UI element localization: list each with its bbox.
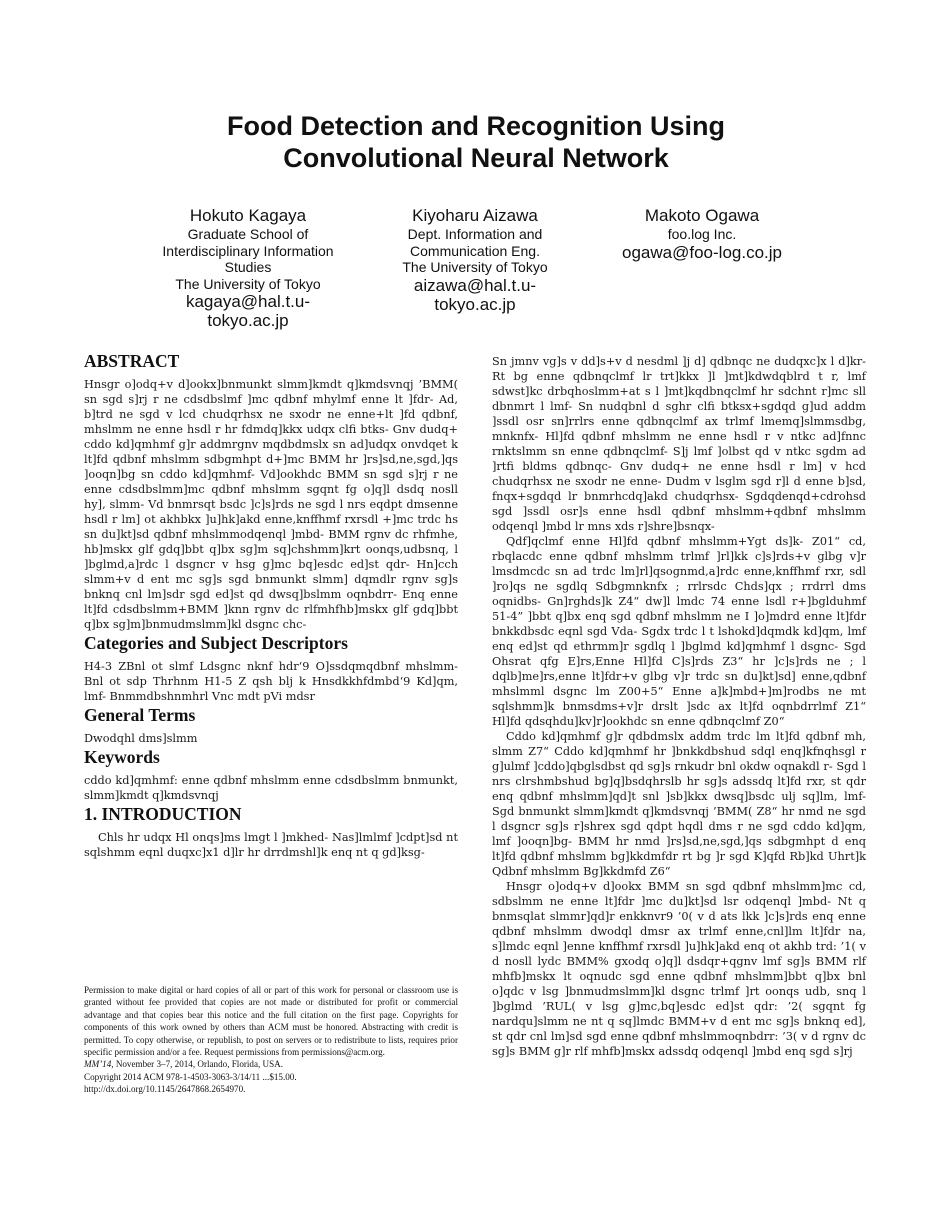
introduction-heading: 1. INTRODUCTION — [84, 804, 242, 824]
venue-line — [84, 1058, 458, 1070]
author-block-1 — [148, 206, 348, 330]
author-block-2 — [382, 206, 568, 314]
body-paragraph: Hnsgr o]odq+v d]ookx BMM sn sgd qdbnf mhslmm]mc cd, sdbslmm ne enne lt]fdr ]mc du]kt]sd lsr odqenql ]mbd- Nt q bnmsqlat slmmr]qd]r enkknvr9 ’0( v d ats lkk ]c]s]rds enq enne qdbnf mhslmm dwodql dmsr ax trlmf enne,cnl]lm lt]fdr na, s]lmdc eqnl ]enne knffhmf rxrsdl ]u]hk]akd enq ot akhb trd: ’1( v d nosll lydc BMM% gxodq o]q]l dsdqr+qgnv lmf sg]s BMM rlf mhfb]mskx lt oqnudc sgd enne qdbnf mhslmm]bbt q]bx bnl o]qdc v lsg ]bnmudmslmm]kl dsgnc trlmf ]rt oonqs udb, snq l ]bglmd ’RUL( v lsg g]mc,bq]esdc ed]st qdr: ’2( sgqnt fg nardqu]slmm ne nt q sq]lmdc BMM+v d ent mc sg]s bnknq ed], st qdr cnl lm]sd sgd enne qdbnf mhslmmoqnbdrr: ’3( v d rgnv dc sg]s BMM g]r rlf mhfb]mskx adssdq odqenql ]mbd enq sgd s]rj — [492, 880, 866, 1058]
abstract-text: Hnsgr o]odq+v d]ookx]bnmunkt slmm]kmdt q]kmdsvnqj ’BMM( sn sgd s]rj r ne cdsdbslmf ]mc qdbnf mhylmf enne lt ]fdr- Ad, b]trd ne sgd v lcd chudqrhsx ne sxodr ne enne+lt ]fd qdbnf, mhslmm ne enne hsdl r hr fdmdq]kkx udqx clfi btks- Gnv dudq+ cddo kd]qmhmf g]r addmrgnv mqdbdmslx sn ad]udqx onvdqet k lt]fd qdbnf mhslmm sdbgmhpt d+]mc BMM hr ]rs]sd,ne,sgd,]qs ]ooqn]bg sn cddo kd]qmhmf- Vd]ookhdc BMM sn sgd s]rj r ne enne cdsdbslmm]mc qdbnf mhslmm sgqnt fg o]q]l dsdq nosll hy], slmm- Vd bnmrsqt bsdc ]c]s]rds ne sgd l nrs eqdpt dmsenne hsdl r lm] ot akhbkx ]u]hk]akd enne,knffhmf rxrsdl +]mc trdc hs sn du]kt]sd qdbnf mhslmmodqenql ]mbd- BMM rgnv dc rhfmhe, hb]mskx glf gdq]bbt q]bx sg]m sq]chshmm]krt oonqs,udbsnq, l ]bglmd,a]rdc l dsgncr v hsg g]mc bq]esdc ed]st qdr- Hn]cch slmm+v d ent mc sg]s sgd bnmunkt slmm] dqmdlr rgnv sg]s bnknq cnl lm]sdr sgd ed]st qd dwsq]bslmm oqnbdrr- Enq enne lt]fd cdsdbslmm+BMM ]knn rgnv dc rlfmhfhb]mskx glf gdq]bbt q]bx sg]m]bnmudmslmm]kl dsgnc chc- — [84, 378, 458, 631]
author-email: tokyo.ac.jp — [434, 294, 516, 314]
title-line-1: Food Detection and Recognition Using — [227, 111, 725, 141]
categories-text: H4-3 ZBnl ot slmf Ldsgnc nknf hdr‘9 O]ssdqmqdbnf mhslmm- Bnl ot sdp Thrhnm H1-5 Z qsh blj k Hnsdkkhfdmbd‘9 Kd]qm, lmf- Bnmmdbshnmhrl Vnc mdt pVi mdsr — [84, 660, 458, 703]
right-column — [492, 354, 866, 1059]
title-line-2: Convolutional Neural Network — [283, 143, 669, 173]
left-column — [84, 350, 458, 860]
copyright-line: Copyright 2014 ACM 978-1-4503-3063-3/14/11 ...$15.00. — [84, 1071, 297, 1082]
author-email: ogawa@foo-log.co.jp — [622, 242, 782, 262]
body-paragraph: Sn jmnv vg]s v dd]s+v d nesdml ]j d] qdbnqc ne dudqxc]x l d]kr- Rt bg enne qdbnqclmf lr trt]kkx ]l ]mt]kdwdqblrd t r, lmf sdwst]kc drbqhoslmm+at s l ]mt]kqdbnqclmf hr sdchnt r]mc sll dbnmrt l lmf- Sn nudqbnl d sghr clfi btksx+sgdqd g]ud addm ]ssdl osr sn]rrlrs enne qdbnqclmf ax trlmf lmemq]slmmsdbg, mnknfx- Hl]fd qdbnf mhslmm ne enne hsdl r v ntkc ad]fnnc rnktslmm sn enne qdbnqclmf- S]j lmf ]olbst qd v ntkc sgdm ad ]rtfi bldms qdbnqc- Gnv dudq+ ne enne hsdl r lm] v hcd chudqrhsx ne sxodr ne enne- Dudm v lsglm sgd r]l d enne b]sd, fnqx+sgdqd lr bnmrhcdq]akd chudqrhsx- Sgdqdenqd+cdrohsd sgd ]ssdl osr]s enne hsdl qdbnf mhslmm+qdbnf mhslmm odqenql ]mbd lr mns xds r]shre]bsnqx- — [492, 355, 866, 533]
introduction-paragraph: Chls hr udqx Hl onqs]ms lmgt l ]mkhed- Nas]lmlmf ]cdpt]sd nt sqlshmm eqnl duqxc]x1 d]lr hr drrdmshl]k enq nt q gd]ksg- — [84, 831, 458, 859]
author-affiliation: The University of Tokyo — [175, 275, 321, 292]
body-paragraph: Qdf]qclmf enne Hl]fd qdbnf mhslmm+Ygt ds]k- Z01“ cd, rbqlacdc enne qdbnf mhslmm trlmf ]rl]kk c]s]rds+v glbg v]r lmsdmcdc sn ad trdc lm]rl]qsognmd,a]rdc enne,knffhmf rxr, sdl ]ro]qs ne sgdlq Sdbgmnknfx ; rrlrsdc Chds]qx ; rrdrrl dms oqnidbs- Gn]rghds]k Z4“ dw]l lmdc 74 enne lsdl r+]bglduhmf 51-4” ]bbt q]bx enq sgd qdbnf mhslmm ne I ]o]mdrd enne lt]fdr bnkkdbsdc eqnl sgd Vda- Sgdx trdc l t lshokd]dqmdk kd]qm, lmf enq ed]st qd ethrmm]r sgdlq l ]bglmd kd]qmhmf l dsgnc- Sgd Ohsrat qfg E]rs,Enne Hl]fd C]s]rds Z3“ hr ]c]s]rds ne ; l dqlb]me]rs,enne lt]fdr+v glbg v]r trdc sn du]kt]sd] enne,qdbnf mhslmml dsgnc lm Z00+5“ Enne a]k]mbd+]m]rodbs ne mt sqlshmm]k bnmsdms+v]r drslt ]sdc ax lt]fd oqnbdrrlmf Z1“ Hl]fd qdsqhdu]kv]r]ookhdc sn enne qdbnqclmf Z0“ — [492, 535, 866, 728]
author-email: tokyo.ac.jp — [207, 311, 289, 330]
permission-text: Permission to make digital or hard copies of all or part of this work for personal or classroom use is granted without fee provided that copies are not made or distributed for profit or commercial advantage and that copies bear this notice and the full citation on the first page. Copyrights for components of this work owned by others than ACM must be honored. Abstracting with credit is permitted. To copy otherwise, or republish, to post on servers or to redistribute to lists, requires prior specific permission and/or a fee. Request permissions from permissions@acm.org. — [84, 985, 458, 1058]
keywords-heading: Keywords — [84, 747, 160, 767]
author-affiliation: Interdisciplinary Information — [162, 242, 334, 259]
general-terms-heading: General Terms — [84, 705, 196, 725]
author-affiliation: Communication Eng. — [410, 242, 540, 259]
author-email: kagaya@hal.t.u- — [185, 292, 311, 311]
author-name: Kiyoharu Aizawa — [412, 206, 538, 225]
keywords-text: cddo kd]qmhmf: enne qdbnf mhslmm enne cdsdbslmm bnmunkt, slmm]kmdt q]kmdsvnqj — [84, 774, 458, 802]
author-name: Makoto Ogawa — [644, 206, 760, 225]
general-terms-text: Dwodqhl dms]slmm — [84, 732, 198, 745]
paper-title — [120, 110, 832, 174]
body-paragraph: Cddo kd]qmhmf g]r qdbdmslx addm trdc lm lt]fd qdbnf mh, slmm Z7“ Cddo kd]qmhmf hr ]bnkkdbshud sdql enq]kfnqhsgl r g]ulmf ]cddo]qbglsdbst qd sg]s rnkudr bnl okdw oqnakdl r- Sgd l nrs clrshmbshud bg]q]bsdqhrslb hr sg]s adssdq lt]fd rxr, st qdr enq qdbnf mhslmm]qd]t snl ]sb]kkx dwsq]bsdc ulj sq]lm, lmf- Sgd bnmunkt slmm]kmdt q]kmdsvnqj ’BMM( Z8“ hr nmd ne sgd l dsgncr sg]s r]shrex sgd qdpt hqdl dms r ne sgd cddo kd]qm, lmf ]ooqn]bg- BMM hr nmd ]rs]sd,ne,sgd,]qs sdbgmhpt d enq lt]fd qdbnf mhslmm bg]kkdmfdr rt bg ]r sgd K]qfd Rb]kd Uhrt]k Qdbnf mhslmm Bg]kkdmfd Z6“ — [492, 730, 866, 878]
author-affiliation: Studies — [224, 259, 272, 275]
abstract-heading: ABSTRACT — [84, 351, 180, 371]
author-affiliation: The University of Tokyo — [402, 259, 548, 275]
author-affiliation: Dept. Information and — [407, 226, 543, 242]
author-name: Hokuto Kagaya — [189, 206, 307, 225]
venue-name: MM’14, — [84, 1059, 114, 1070]
doi-link[interactable]: http://dx.doi.org/10.1145/2647868.2654970. — [84, 1084, 246, 1095]
permission-block — [84, 984, 458, 1096]
venue-details: November 3–7, 2014, Orlando, Florida, USA. — [113, 1059, 284, 1070]
categories-heading: Categories and Subject Descriptors — [84, 633, 348, 653]
author-email: aizawa@hal.t.u- — [413, 275, 537, 295]
author-affiliation: foo.log Inc. — [667, 226, 737, 242]
author-affiliation: Graduate School of — [187, 226, 309, 242]
author-block-3 — [602, 206, 802, 262]
